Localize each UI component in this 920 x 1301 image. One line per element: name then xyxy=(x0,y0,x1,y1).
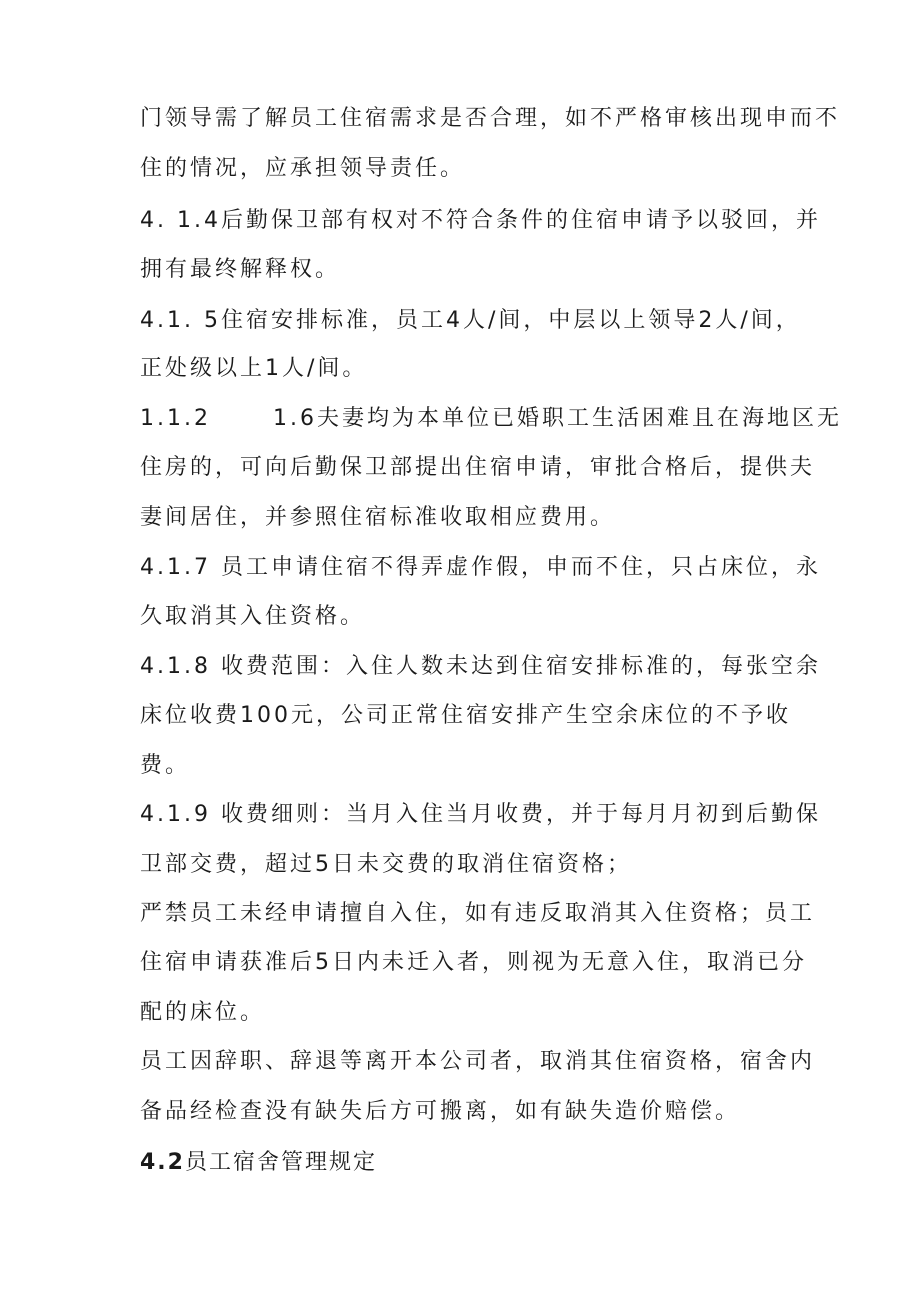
text-line-split xyxy=(140,404,842,434)
section-number: 4.2 xyxy=(140,1150,185,1175)
text-line: 费。 xyxy=(140,753,191,778)
text-line: 4.1.7 员工申请住宿不得弄虚作假，申而不住，只占床位，永 xyxy=(140,555,821,580)
text-line: 住宿申请获准后5日内未迁入者，则视为无意入住，取消已分 xyxy=(140,950,807,975)
clause-number: 1.1.2 xyxy=(140,406,211,431)
text-line: 备品经检查没有缺失后方可搬离，如有缺失造价赔偿。 xyxy=(140,1099,741,1124)
text-line: 卫部交费，超过5日未交费的取消住宿资格； xyxy=(140,852,632,877)
text-line: 住房的，可向后勤保卫部提出住宿申请，审批合格后，提供夫 xyxy=(140,455,816,480)
clause-text: 1.6夫妻均为本单位已婚职工生活困难且在海地区无 xyxy=(272,406,842,431)
text-line: 严禁员工未经申请擅自入住，如有违反取消其入住资格；员工 xyxy=(140,901,816,926)
section-title: 员工宿舍管理规定 xyxy=(184,1150,377,1175)
text-line: 员工因辞职、辞退等离开本公司者，取消其住宿资格，宿舍内 xyxy=(140,1049,816,1074)
text-line: 住的情况，应承担领导责任。 xyxy=(140,156,466,181)
text-line: 4.1.8 收费范围：入住人数未达到住宿安排标准的，每张空余 xyxy=(140,654,821,679)
text-line: 正处级以上1人/间。 xyxy=(140,356,368,381)
section-heading xyxy=(140,1148,377,1178)
text-line: 4. 1.4后勤保卫部有权对不符合条件的住宿申请予以驳回，并 xyxy=(140,208,821,233)
text-line: 4.1.9 收费细则：当月入住当月收费，并于每月月初到后勤保 xyxy=(140,802,821,827)
text-line: 床位收费100元，公司正常住宿安排产生空余床位的不予收 xyxy=(140,703,791,728)
text-line: 拥有最终解释权。 xyxy=(140,257,341,282)
text-line: 妻间居住，并参照住宿标准收取相应费用。 xyxy=(140,505,616,530)
text-line: 久取消其入住资格。 xyxy=(140,604,366,629)
text-line: 配的床位。 xyxy=(140,1000,266,1025)
text-line: 4.1. 5住宿安排标准，员工4人/间，中层以上领导2人/间， xyxy=(140,308,801,333)
text-line: 门领导需了解员工住宿需求是否合理，如不严格审核出现申而不 xyxy=(140,106,841,131)
